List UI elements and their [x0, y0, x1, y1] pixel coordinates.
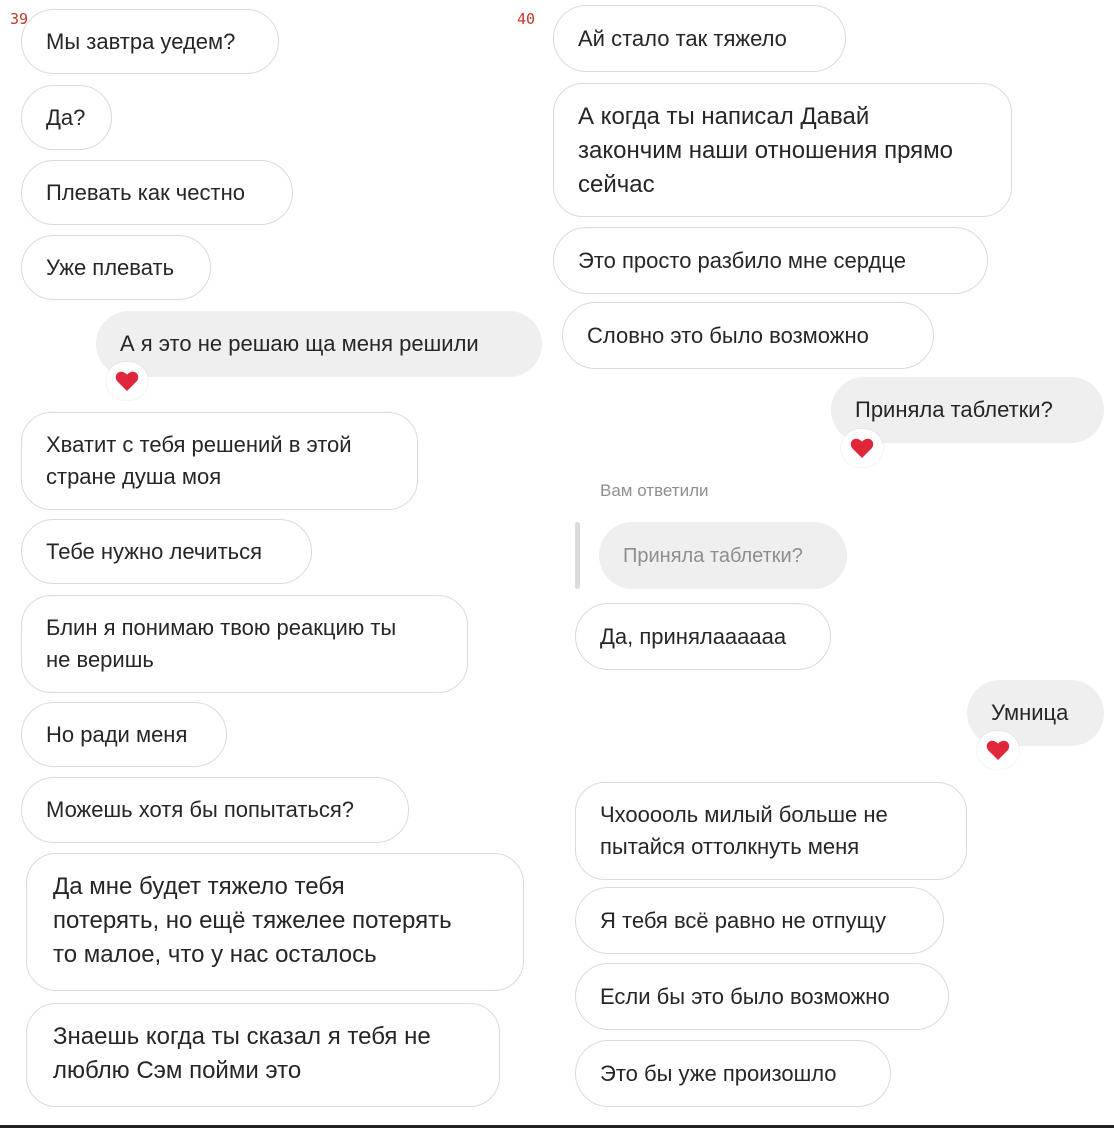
red-heart-icon — [841, 429, 883, 467]
received-message: Тебе нужно лечиться — [21, 519, 312, 584]
reply-label: Вам ответили — [600, 481, 709, 500]
received-message: Уже плевать — [21, 235, 211, 300]
received-message: Мы завтра уедем? — [21, 9, 279, 74]
sent-message: Приняла таблетки? — [831, 377, 1104, 443]
received-message: Это бы уже произошло — [575, 1040, 891, 1107]
received-message: Да мне будет тяжело тебя потерять, но ещё тяжелее потерять то малое, что у нас осталось — [26, 853, 524, 991]
received-message: Чхооооль милый больше не пытайся оттолкнуть меня — [575, 782, 967, 880]
page-number-right: 40 — [517, 10, 536, 28]
received-message: Плевать как честно — [21, 160, 293, 225]
received-message: Но ради меня — [21, 702, 227, 767]
quoted-message: Приняла таблетки? — [599, 522, 847, 589]
sent-message: А я это не решаю ща меня решили — [96, 311, 542, 377]
received-message: Блин я понимаю твою реакцию ты не веришь — [21, 595, 468, 693]
received-message: Словно это было возможно — [562, 302, 934, 369]
red-heart-icon — [106, 362, 148, 400]
received-message: Да? — [21, 85, 112, 150]
received-message: Это просто разбило мне сердце — [553, 227, 988, 294]
page-number-left: 39 — [10, 10, 29, 28]
received-message: Знаешь когда ты сказал я тебя не люблю Сэм пойми это — [26, 1003, 500, 1107]
reply-quote-bar — [575, 522, 580, 589]
sent-message: Умница — [967, 680, 1104, 746]
received-message: Можешь хотя бы попытаться? — [21, 777, 409, 843]
received-message: Если бы это было возможно — [575, 963, 949, 1030]
received-message: Хватит с тебя решений в этой стране душа моя — [21, 412, 418, 510]
red-heart-icon — [977, 731, 1019, 769]
received-message: Я тебя всё равно не отпущу — [575, 887, 944, 954]
received-message: Да, принялаааааа — [575, 603, 831, 670]
received-message: А когда ты написал Давай закончим наши отношения прямо сейчас — [553, 83, 1012, 217]
received-message: Ай стало так тяжело — [553, 5, 846, 72]
